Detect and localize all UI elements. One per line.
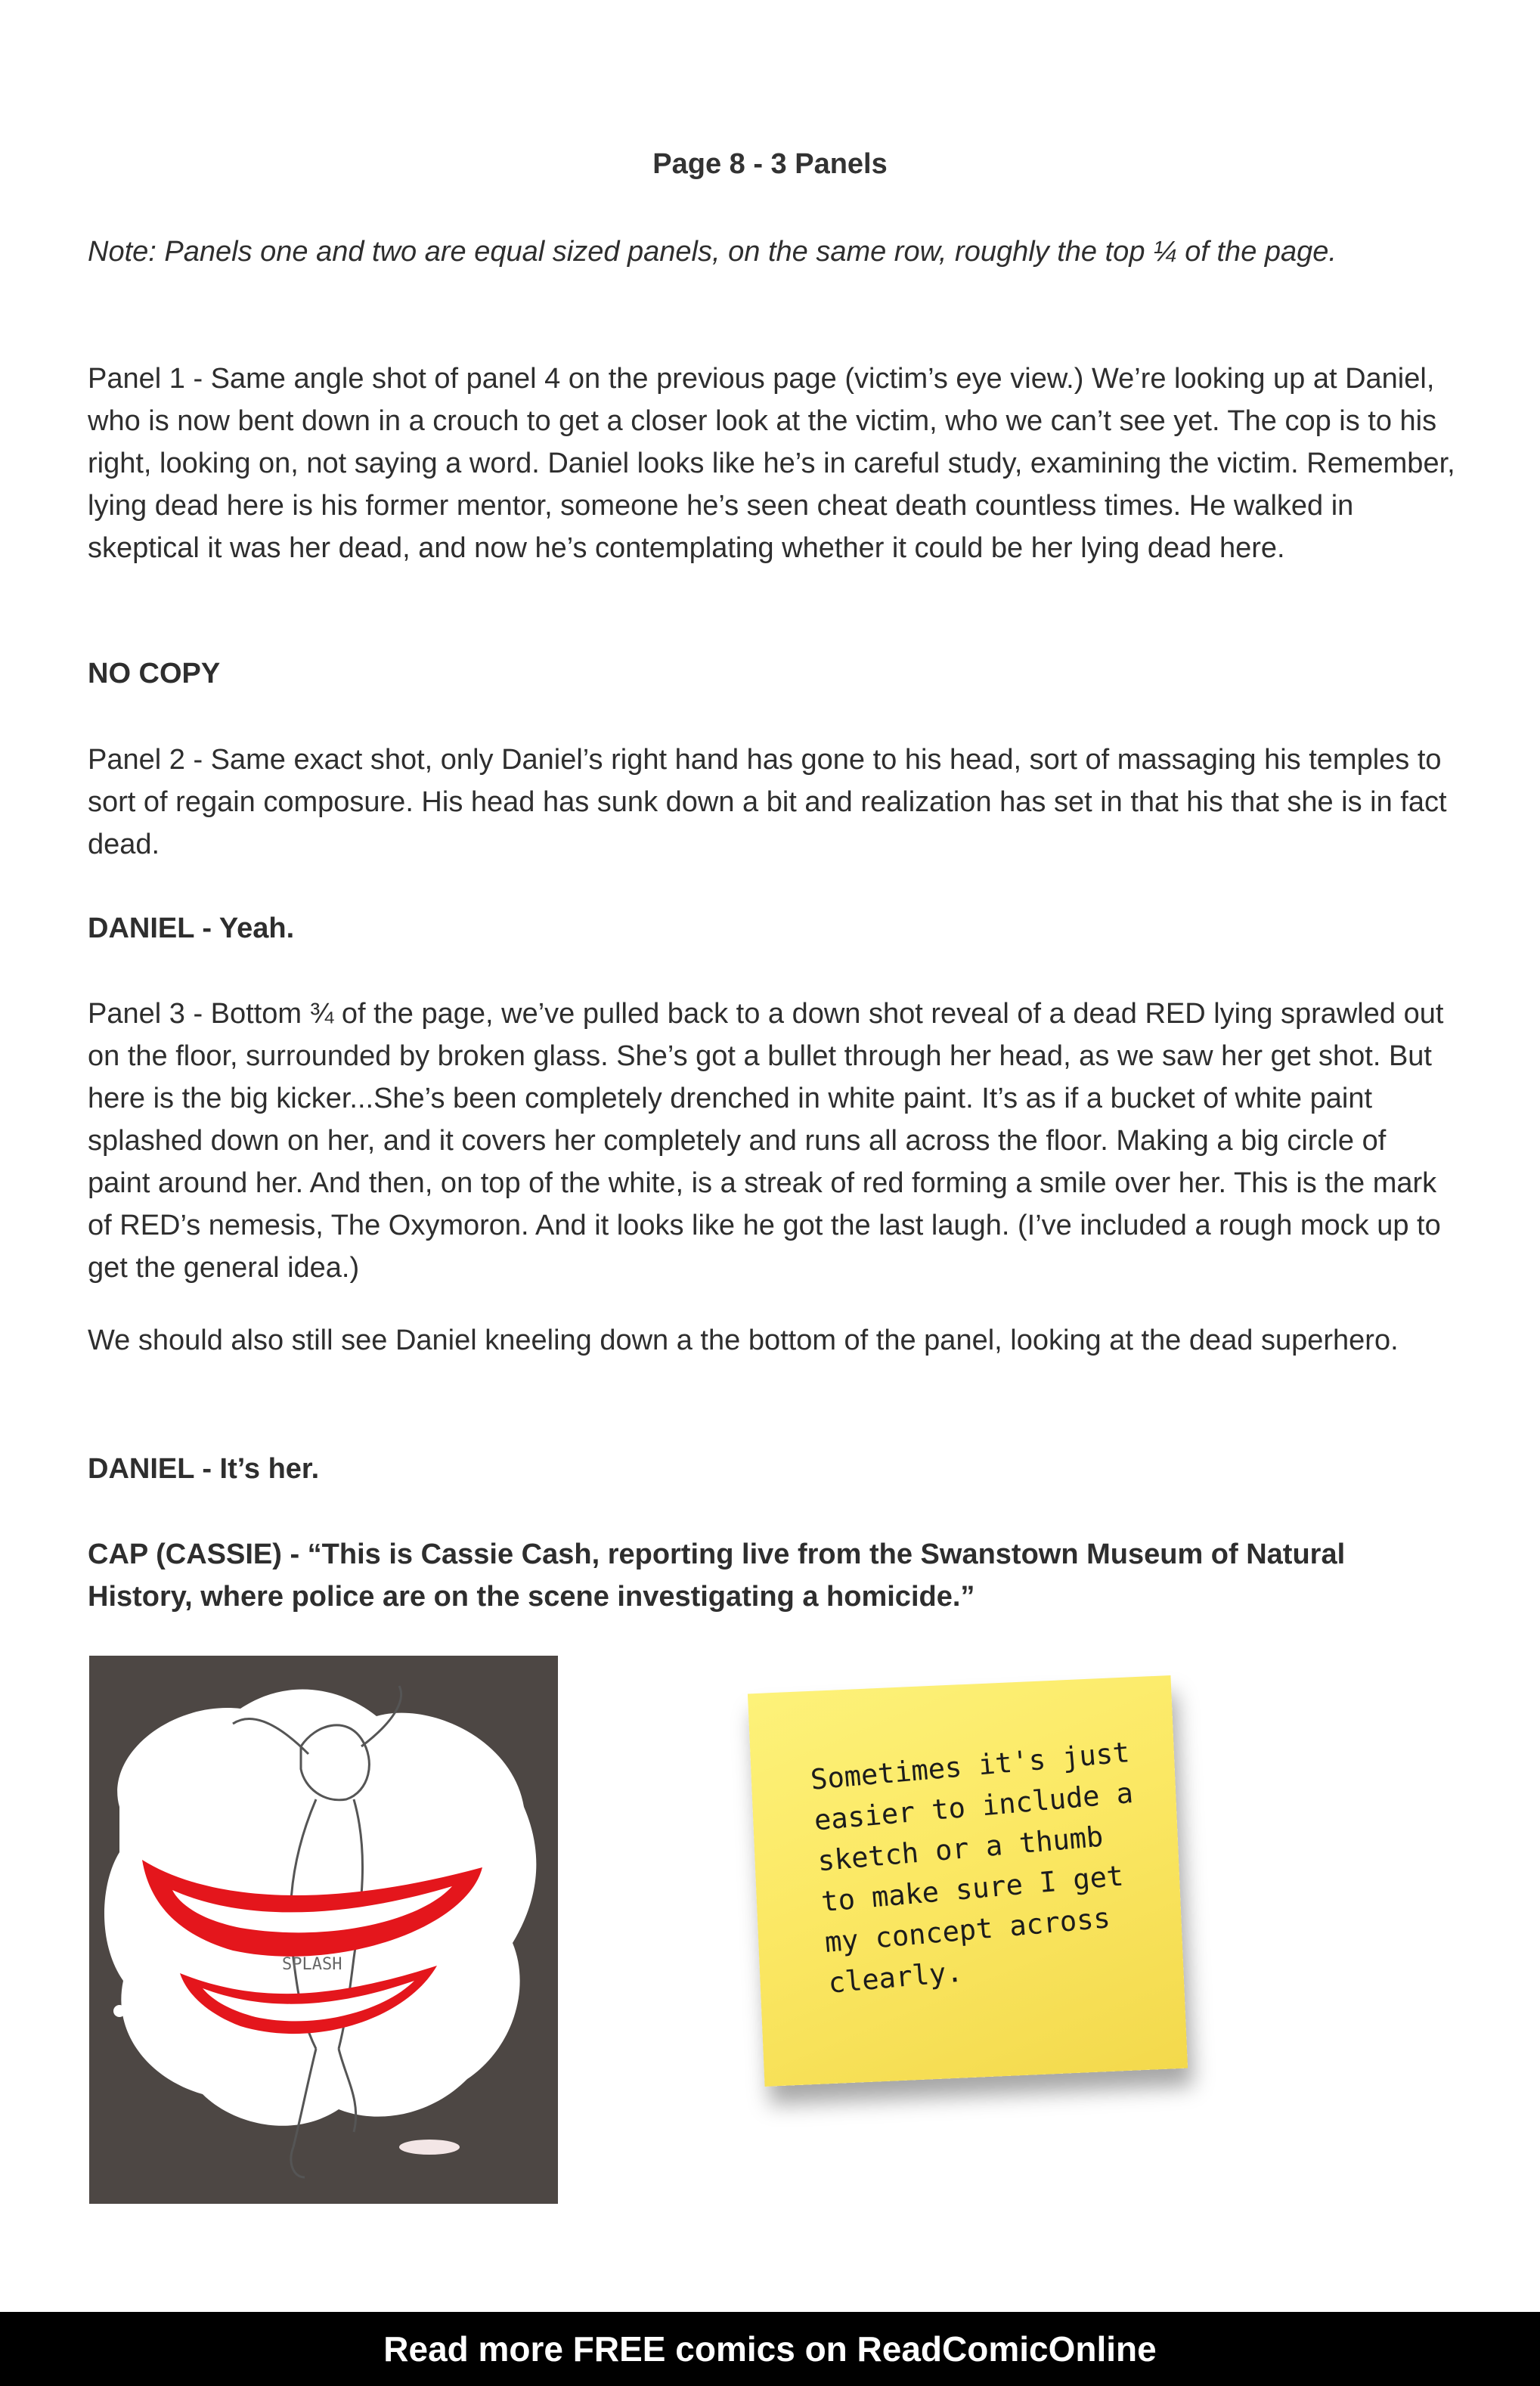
footer-banner[interactable] <box>0 2312 1540 2386</box>
panel-3-addendum: We should also still see Daniel kneeling down a the bottom of the panel, looking at the dead superhero. <box>88 1325 1399 1356</box>
panel-2-description: Panel 2 - Same exact shot, only Daniel’s right hand has gone to his head, sort of massaging his temples to sort of regain composure. His head has sunk down a bit and realization has set in that his that she is in fact dead. <box>88 744 1447 860</box>
mockup-sketch-image <box>89 1656 558 2204</box>
caption-cassie: CAP (CASSIE) - “This is Cassie Cash, reporting live from the Swanstown Museum of Natural History, where police are on the scene investigating a homicide.” <box>88 1539 1346 1613</box>
no-copy-label: NO COPY <box>88 658 221 689</box>
svg-text:SPLASH: SPLASH <box>282 1955 342 1974</box>
sticky-note <box>756 1684 1195 2108</box>
daniel-dialogue-1: DANIEL - Yeah. <box>88 913 295 944</box>
panel-1-description: Panel 1 - Same angle shot of panel 4 on the previous page (victim’s eye view.) We’re looking up at Daniel, who is now bent down in a crouch to get a closer look at the victim, who we can’t see yet. The cop is to his right, looking on, not saying a word. Daniel looks like he’s in careful study, examining the victim. Remember, lying dead here is his former mentor, someone he’s seen cheat death countless times. He walked in skeptical it was her dead, and now he’s contemplating whether it could be her lying dead here. <box>88 363 1455 564</box>
sketch-drawing <box>89 1656 558 2204</box>
footer-link[interactable]: Read more FREE comics on ReadComicOnline <box>383 2329 1157 2369</box>
daniel-dialogue-2: DANIEL - It’s her. <box>88 1453 320 1485</box>
page-title: Page 8 - 3 Panels <box>652 148 888 180</box>
sticky-note-text: Sometimes it's just easier to include a sketch or a thumb to make sure I get my concept across clearly. <box>809 1736 1135 2000</box>
layout-note: Note: Panels one and two are equal sized panels, on the same row, roughly the top ¼ of the page. <box>88 236 1337 268</box>
panel-3-description: Panel 3 - Bottom ¾ of the page, we’ve pulled back to a down shot reveal of a dead RED lying sprawled out on the floor, surrounded by broken glass. She’s got a bullet through her head, as we saw her get shot. But here is the big kicker...She’s been completely drenched in white paint. It’s as if a bucket of white paint splashed down on her, and it covers her completely and runs all across the floor. Making a big circle of paint around her. And then, on top of the white, is a streak of red forming a smile over her. This is the mark of RED’s nemesis, The Oxymoron. And it looks like he got the last laugh. (I’ve included a rough mock up to get the general idea.) <box>88 998 1444 1284</box>
